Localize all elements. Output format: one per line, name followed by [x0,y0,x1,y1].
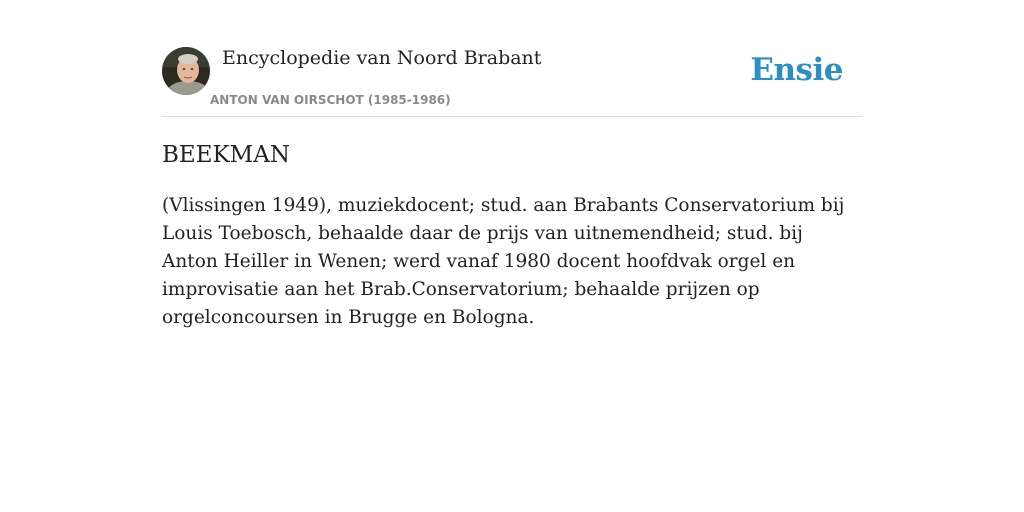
source-title[interactable]: Encyclopedie van Noord Brabant [222,47,542,69]
entry-title: BEEKMAN [162,142,290,168]
entry-body: (Vlissingen 1949), muziekdocent; stud. aan Brabants Conservatorium bij Louis Toebosch, behaalde daar de prijs van uitnemendheid; stud. bij Anton Heiller in Wenen; werd vanaf 1980 docent hoofdvak orgel en improvisatie aan het Brab.Conservatorium; behaalde prijzen op orgelconcoursen in Brugge en Bologna. [162,195,845,328]
author-name[interactable]: ANTON VAN OIRSCHOT (1985-1986) [210,93,451,107]
author-portrait-icon [162,47,210,95]
header [162,46,862,117]
author-avatar[interactable] [162,47,210,95]
brand-logo[interactable]: Ensie [750,52,843,88]
